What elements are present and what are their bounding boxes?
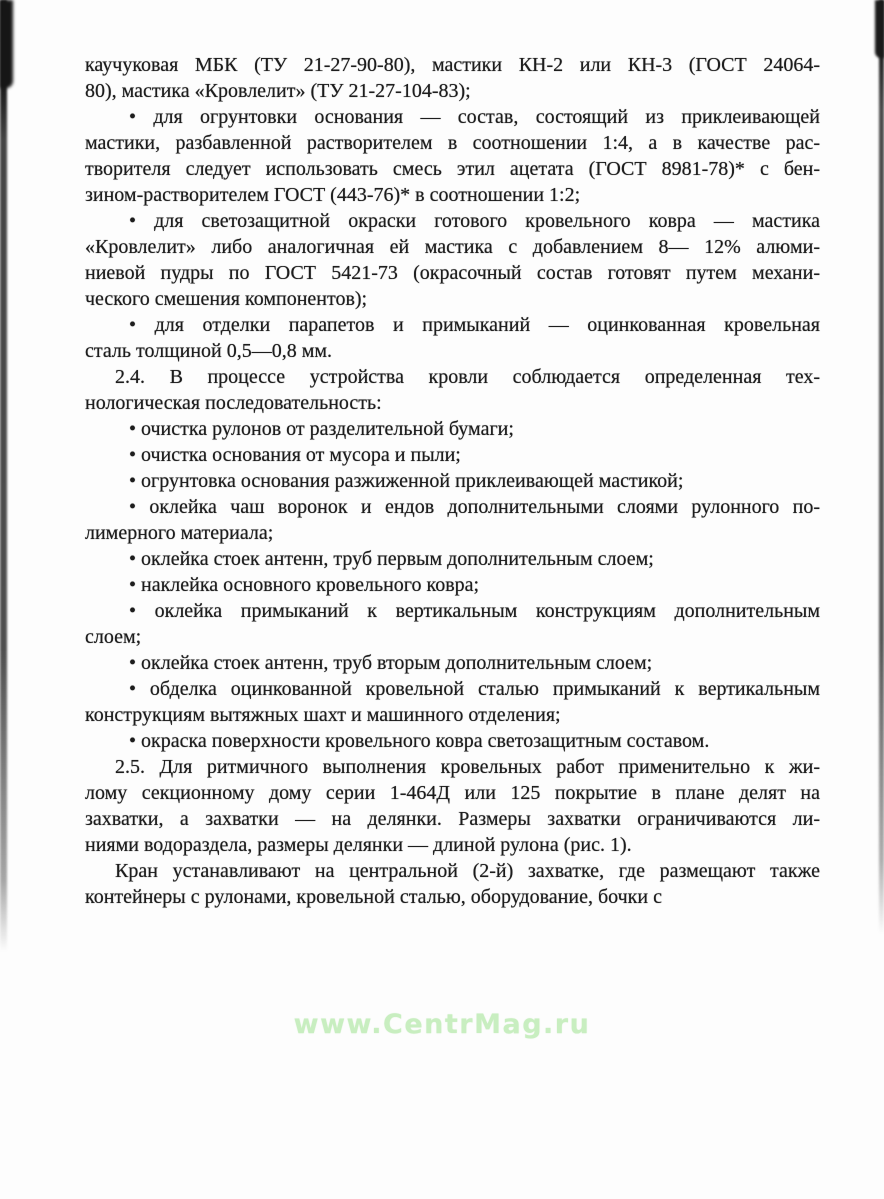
paragraph [85,728,820,754]
text-line: 2.5. Для ритмичного выполнения кровельных работ применительно к жи- [115,756,820,778]
text-line: мастики, разбавленной растворителем в соотношении 1:4, а в качестве рас- [85,132,820,154]
text-line: • очистка основания от мусора и пыли; [129,444,461,466]
text-line: каучуковая МБК (ТУ 21-27-90-80), мастики КН-2 или КН-3 (ГОСТ 24064- [85,54,820,76]
text-line: 80), мастика «Кровлелит» (ТУ 21-27-104-83); [85,80,471,102]
scan-edge-left [0,0,7,952]
text-line: ниями водораздела, размеры делянки — длиной рулона (рис. 1). [85,834,632,856]
paragraph [85,494,820,546]
text-line: ческого смешения компонентов); [85,288,368,310]
paragraph [85,312,820,364]
text-line: ниевой пудры по ГОСТ 5421-73 (окрасочный состав готовят путем механи- [85,262,820,284]
paragraph [85,598,820,650]
paragraph [85,858,820,910]
text-line: лимерного материала; [85,522,274,544]
text-line: слоем; [85,626,142,648]
paragraph [85,650,820,676]
text-line: конструкциям вытяжных шахт и машинного отделения; [85,704,561,726]
paragraph [85,572,820,598]
text-line: • оклейка стоек антенн, труб первым дополнительным слоем; [129,548,654,570]
paragraph [85,208,820,312]
text-line: • окраска поверхности кровельного ковра светозащитным составом. [129,730,710,752]
text-line: • оклейка чаш воронок и ендов дополнительными слоями рулонного по- [129,496,820,518]
text-line: контейнеры с рулонами, кровельной сталью, оборудование, бочки с [85,886,662,908]
text-line: лому секционному дому серии 1-464Д или 125 покрытие в плане делят на [85,782,820,804]
scan-edge-right [879,0,884,934]
text-line: • для светозащитной окраски готового кровельного ковра — мастика [129,210,820,232]
paragraph [85,442,820,468]
text-line: творителя следует использовать смесь этил ацетата (ГОСТ 8981-78)* с бен- [85,158,820,180]
text-line: • оклейка примыканий к вертикальным конструкциям дополнительным [129,600,820,622]
text-line: зином-растворителем ГОСТ (443-76)* в соотношении 1:2; [85,184,581,206]
text-line: • огрунтовка основания разжиженной приклеивающей мастикой; [129,470,684,492]
paragraph [85,754,820,858]
text-line: 2.4. В процессе устройства кровли соблюдается определенная тех- [115,366,820,388]
paragraph [85,546,820,572]
text-line: «Кровлелит» либо аналогичная ей мастика с добавлением 8— 12% алюми- [85,236,820,258]
watermark: www.CentrMag.ru [293,1009,591,1040]
text-line: • наклейка основного кровельного ковра; [129,574,480,596]
text-line: сталь толщиной 0,5—0,8 мм. [85,340,333,362]
paragraph [85,416,820,442]
text-line: • оклейка стоек антенн, труб вторым дополнительным слоем; [129,652,653,674]
text-line: Кран устанавливают на центральной (2-й) захватке, где размещают также [115,860,820,882]
paragraph [85,468,820,494]
text-line: захватки, а захватки — на делянки. Размеры захватки ограничиваются ли- [85,808,820,830]
paragraph [85,52,820,104]
scan-corner-top-right [875,0,884,58]
body-text [85,52,820,910]
text-line: • для отделки парапетов и примыканий — оцинкованная кровельная [129,314,820,336]
text-line: • для огрунтовки основания — состав, состоящий из приклеивающей [129,106,820,128]
paragraph [85,676,820,728]
paragraph [85,364,820,416]
text-line: • обделка оцинкованной кровельной сталью примыканий к вертикальным [129,678,820,700]
text-line: • очистка рулонов от разделительной бумаги; [129,418,514,440]
paragraph [85,104,820,208]
scan-corner-top-left [0,0,13,88]
text-line: нологическая последовательность: [85,392,382,414]
